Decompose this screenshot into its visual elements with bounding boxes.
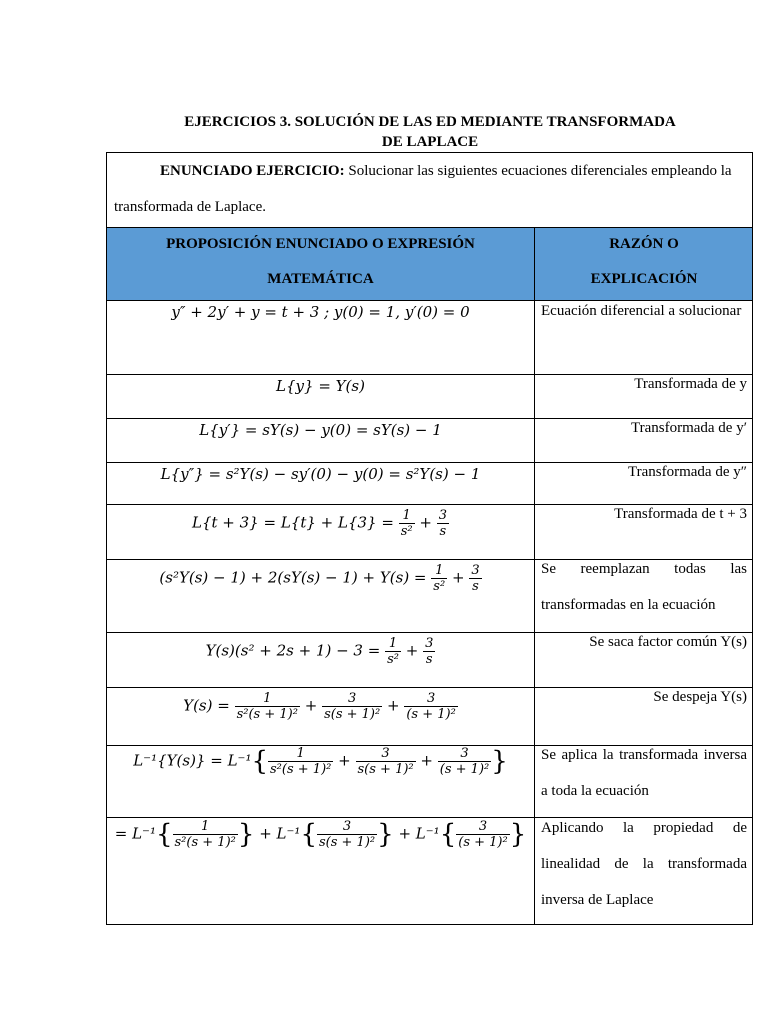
row-math: L{y″} = s²Y(s) − sy′(0) − y(0) = s²Y(s) − 1 — [160, 465, 481, 483]
enunciado-cell — [114, 153, 744, 225]
row-math: L{t + 3} = L{t} + L{3} = $\frac{1}{\text{s²}}$ + $\frac{3}{s}$ — [191, 508, 448, 539]
row-explanation: Ecuación diferencial a solucionar — [541, 303, 742, 319]
row-math: Y(s) = $\frac{1}{\text{s²(s + 1)²}}$ + $\frac{3}{\text{s(s + 1)²}}$ + $\frac{3}{\text{(s + 1)²}}$ — [183, 691, 456, 722]
row-explanation: Transformada de y″ — [627, 464, 747, 480]
row-math: L⁻¹{Y(s)} = L⁻¹{ $\frac{1}{\text{s²(s + 1)²}}$ + $\frac{3}{\text{s(s + 1)²}}$ + $\frac{3}{\text{(s + 1)²}}$ } — [133, 746, 508, 777]
row-math: = L⁻¹{ $\frac{1}{\text{s²(s + 1)²}}$ } + L⁻¹{ $\frac{3}{\text{s(s + 1)²}}$ } + L⁻¹{ $\frac{3}{\text{(s + 1)²}}$ } — [114, 819, 527, 850]
document-title-line1: EJERCICIOS 3. SOLUCIÓN DE LAS ED MEDIANTE TRANSFORMADA — [184, 114, 676, 130]
row-math: Y(s)(s² + 2s + 1) − 3 = $\frac{1}{\text{s²}}$ + $\frac{3}{s}$ — [205, 636, 434, 667]
header-col-razon: RAZÓN O EXPLICACIÓN — [590, 236, 698, 287]
row-explanation: Se reemplazan todas las transformadas en la ecuación — [541, 561, 747, 613]
enunciado-lead: ENUNCIADO EJERCICIO: — [160, 163, 345, 179]
header-col-proposicion: PROPOSICIÓN ENUNCIADO O EXPRESIÓN MATEMÁTICA — [166, 236, 475, 287]
enunciado-text: Solucionar las siguientes ecuaciones diferenciales empleando la transformada de Laplace. — [114, 163, 732, 215]
exercise-table — [106, 152, 753, 925]
row-explanation: Transformada de y′ — [630, 420, 747, 436]
row-explanation: Aplicando la propiedad de linealidad de la transformada inversa de Laplace — [541, 820, 747, 908]
document-title-line2: DE LAPLACE — [381, 134, 479, 150]
row-explanation: Se despeja Y(s) — [653, 689, 747, 705]
row-math: L{y′} = sY(s) − y(0) = sY(s) − 1 — [199, 421, 442, 439]
row-math: y″ + 2y′ + y = t + 3 ; y(0) = 1, y′(0) = 0 — [171, 303, 470, 321]
row-explanation: Transformada de y — [634, 376, 747, 392]
row-math: L{y} = Y(s) — [276, 377, 365, 395]
row-math: (s²Y(s) − 1) + 2(sY(s) − 1) + Y(s) = $\frac{1}{\text{s²}}$ + $\frac{3}{s}$ — [159, 563, 480, 594]
row-explanation: Se saca factor común Y(s) — [589, 634, 747, 650]
row-explanation: Transformada de t + 3 — [614, 506, 747, 522]
row-explanation: Se aplica la transformada inversa a toda la ecuación — [541, 747, 747, 799]
